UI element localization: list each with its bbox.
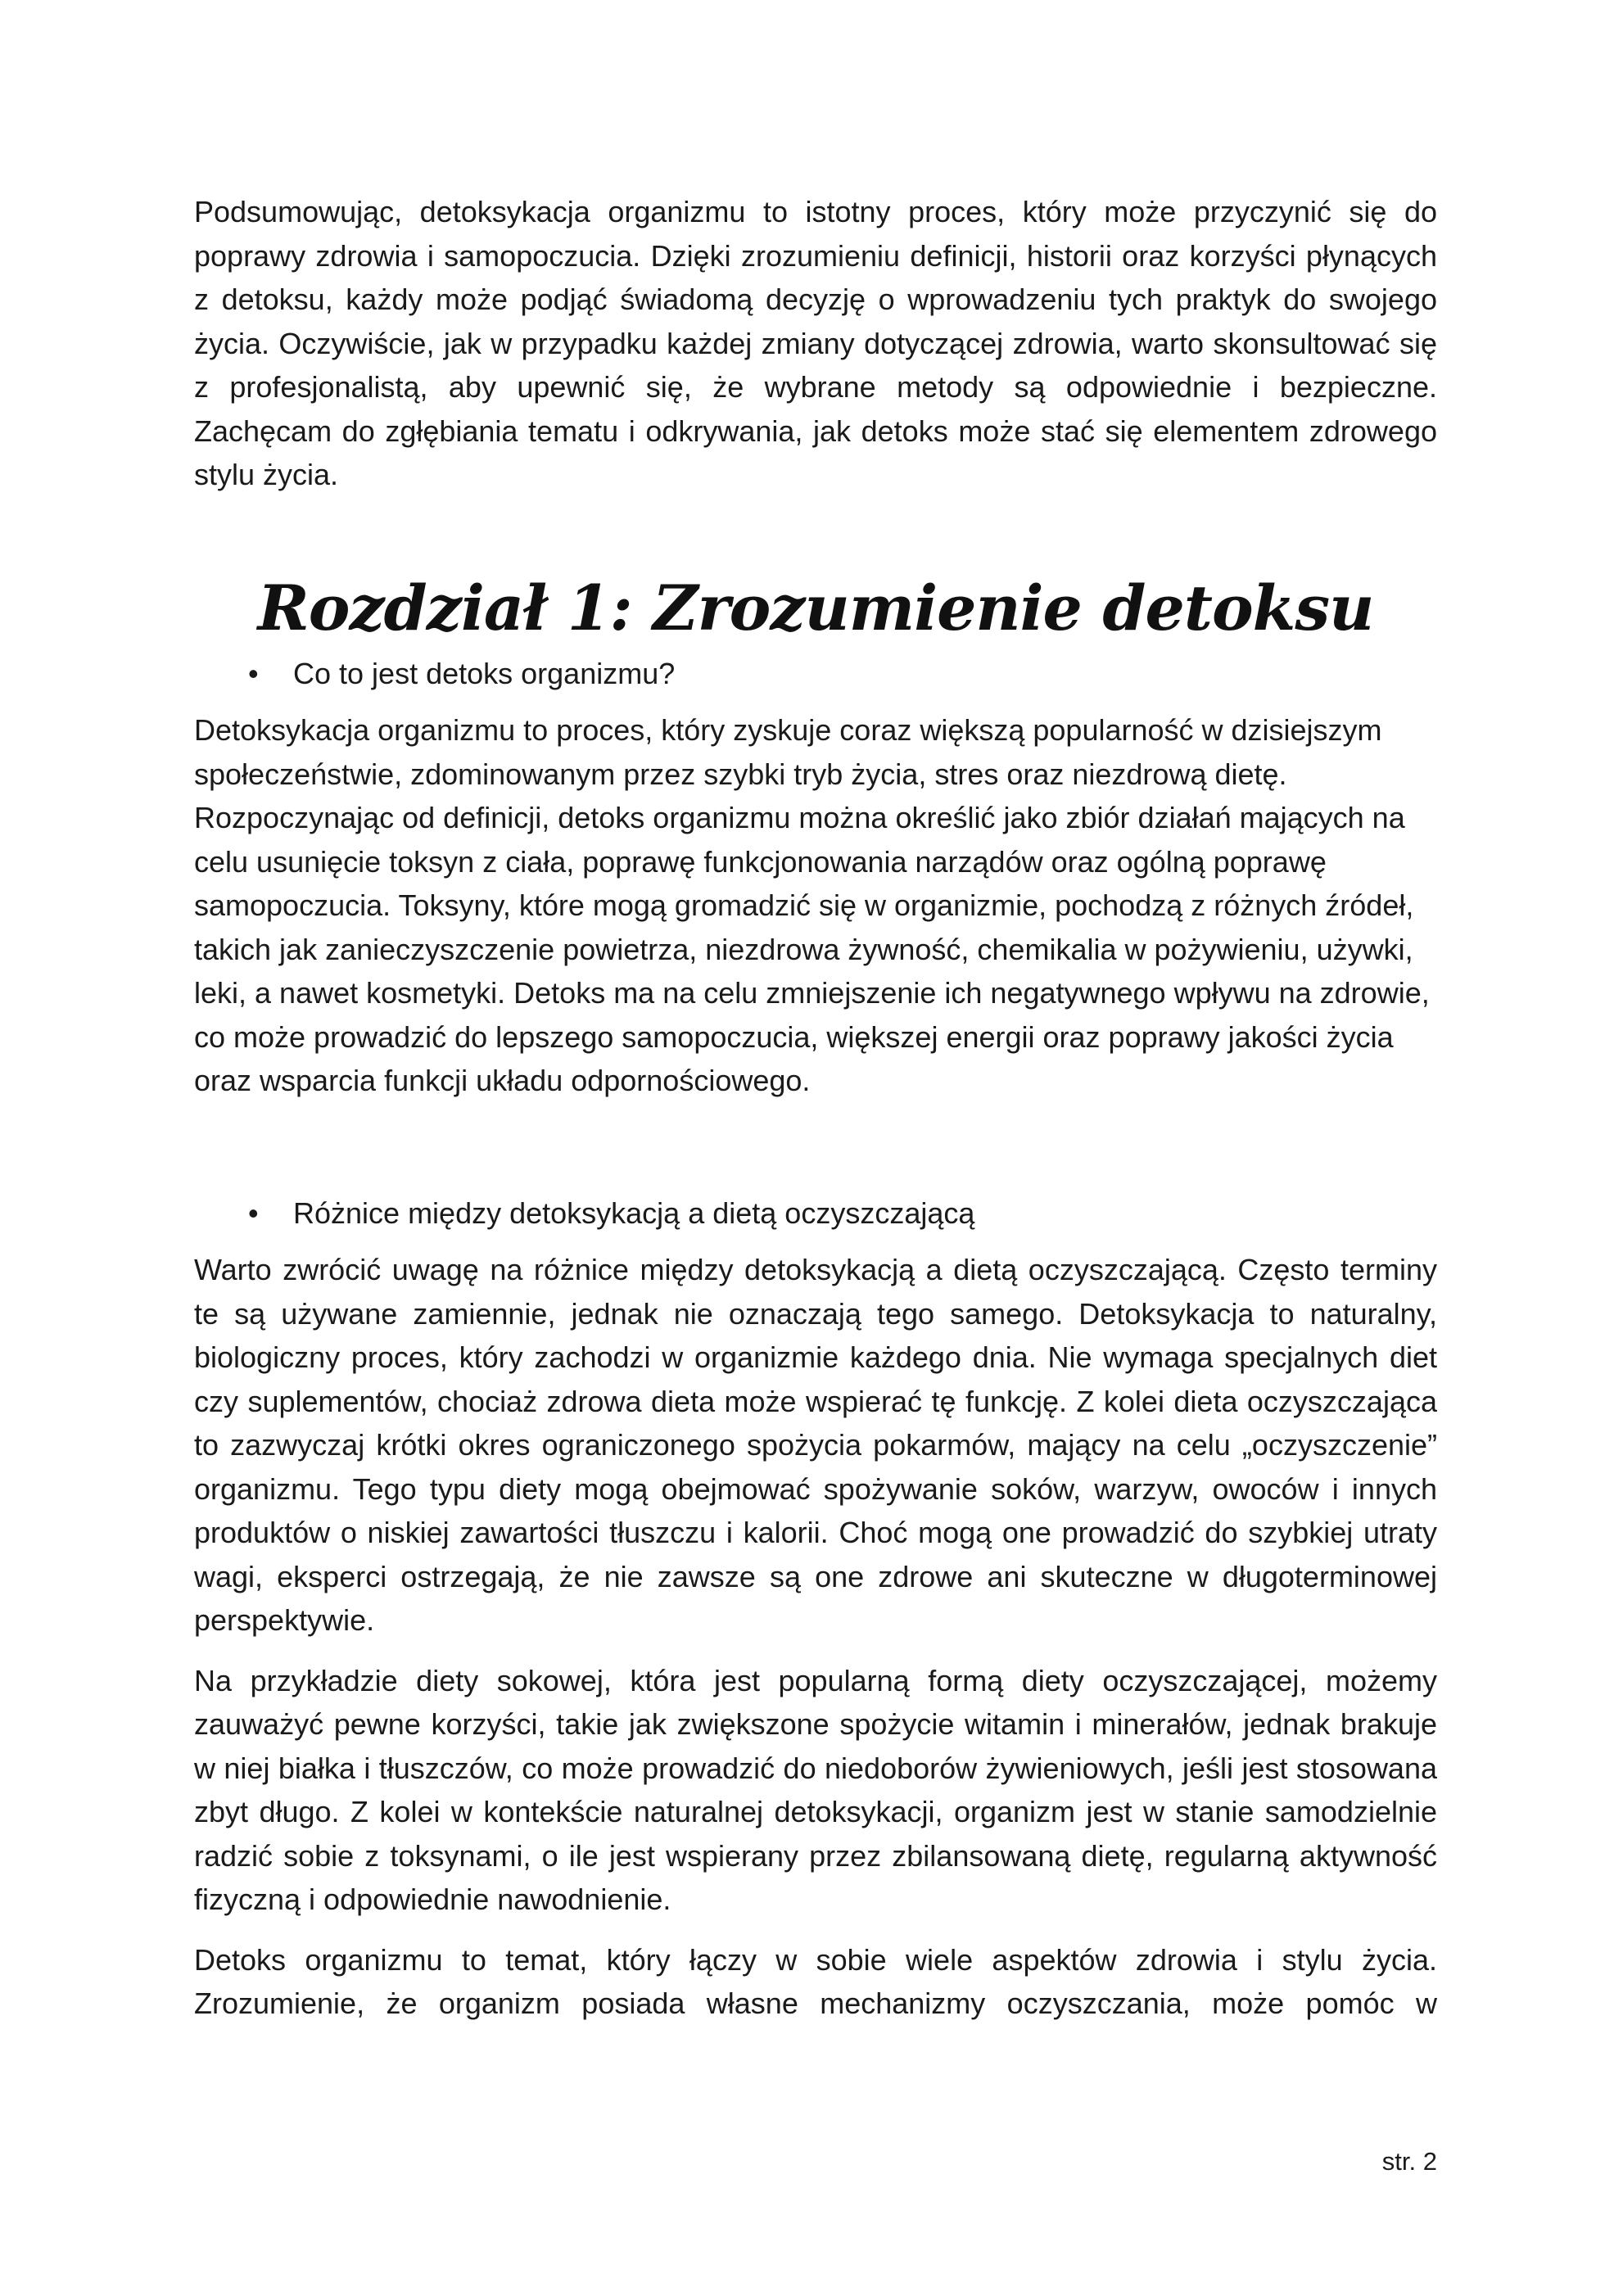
bullet-icon: •	[248, 656, 259, 690]
bullet-icon: •	[248, 1195, 259, 1230]
document-page	[194, 190, 1437, 2026]
bullet-item-what-is-detox	[194, 652, 1437, 696]
bullet-label: Różnice między detoksykacją a dietą oczyszczającą	[293, 1195, 975, 1230]
page-number: str. 2	[1381, 2147, 1437, 2176]
paragraph-summary: Detoks organizmu to temat, który łączy w sobie wiele aspektów zdrowia i stylu życia. Zrozumienie, że organizm posiada własne mechanizmy oczyszczania, może pomóc w	[194, 1942, 1437, 2020]
bullet-label: Co to jest detoks organizmu?	[293, 656, 676, 690]
spacer	[194, 1103, 1437, 1191]
spacer	[194, 497, 1437, 572]
spacer	[194, 695, 1437, 708]
paragraph-definition: Detoksykacja organizmu to proces, który zyskuje coraz większą popularność w dzisiejszym społeczeństwie, zdominowanym przez szybki tryb życia, stres oraz niezdrową dietę. Rozpoczynając od definicji, detoks organizmu można określić jako zbiór działań mających na celu usunięcie toksyn z ciała, poprawę funkcjonowania narządów oraz ogólną poprawę samopoczucia. Toksyny, które mogą gromadzić się w organizmie, pochodzą z różnych źródeł, takich jak zanieczyszczenie powietrza, niezdrowa żywność, chemikalia w pożywieniu, używki, leki, a nawet kosmetyki. Detoks ma na celu zmniejszenie ich negatywnego wpływu na zdrowie, co może prowadzić do lepszego samopoczucia, większej energii oraz poprawy jakości życia oraz wsparcia funkcji układu odpornościowego.	[194, 713, 1430, 1097]
intro-paragraph: Podsumowując, detoksykacja organizmu to istotny proces, który może przyczynić się do poprawy zdrowia i samopoczucia. Dzięki zrozumieniu definicji, historii oraz korzyści płynących z detoksu, każdy może podjąć świadomą decyzję o wprowadzeniu tych praktyk do swojego życia. Oczywiście, jak w przypadku każdej zmiany dotyczącej zdrowia, warto skonsultować się z profesjonalistą, aby upewnić się, że wybrane metody są odpowiednie i bezpieczne. Zachęcam do zgłębiania tematu i odkrywania, jak detoks może stać się elementem zdrowego stylu życia.	[194, 195, 1437, 491]
paragraph-juice-diet: Na przykładzie diety sokowej, która jest popularną formą diety oczyszczającej, możemy zauważyć pewne korzyści, takie jak zwiększone spożycie witamin i minerałów, jednak brakuje w niej białka i tłuszczów, co może prowadzić do niedoborów żywieniowych, jeśli jest stosowana zbyt długo. Z kolei w kontekście naturalnej detoksykacji, organizm jest w stanie samodzielnie radzić sobie z toksynami, o ile jest wspierany przez zbilansowaną dietę, regularną aktywność fizyczną i odpowiednie nawodnienie.	[194, 1663, 1437, 1916]
spacer	[194, 1643, 1437, 1659]
paragraph-differences: Warto zwrócić uwagę na różnice między detoksykacją a dietą oczyszczającą. Często terminy te są używane zamiennie, jednak nie oznaczają tego samego. Detoksykacja to naturalny, biologiczny proces, który zachodzi w organizmie każdego dnia. Nie wymaga specjalnych diet czy suplementów, chociaż zdrowa dieta może wspierać tę funkcję. Z kolei dieta oczyszczająca to zazwyczaj krótki okres ograniczonego spożycia pokarmów, mający na celu „oczyszczenie” organizmu. Tego typu diety mogą obejmować spożywanie soków, warzyw, owoców i innych produktów o niskiej zawartości tłuszczu i kalorii. Choć mogą one prowadzić do szybkiej utraty wagi, eksperci ostrzegają, że nie zawsze są one zdrowe ani skuteczne w długoterminowej perspektywie.	[194, 1253, 1437, 1637]
spacer	[194, 645, 1437, 652]
spacer	[194, 1235, 1437, 1248]
bullet-item-differences	[194, 1191, 1437, 1236]
chapter-title: Rozdział 1: Zrozumienie detoksu	[257, 571, 1374, 644]
spacer	[194, 1922, 1437, 1938]
